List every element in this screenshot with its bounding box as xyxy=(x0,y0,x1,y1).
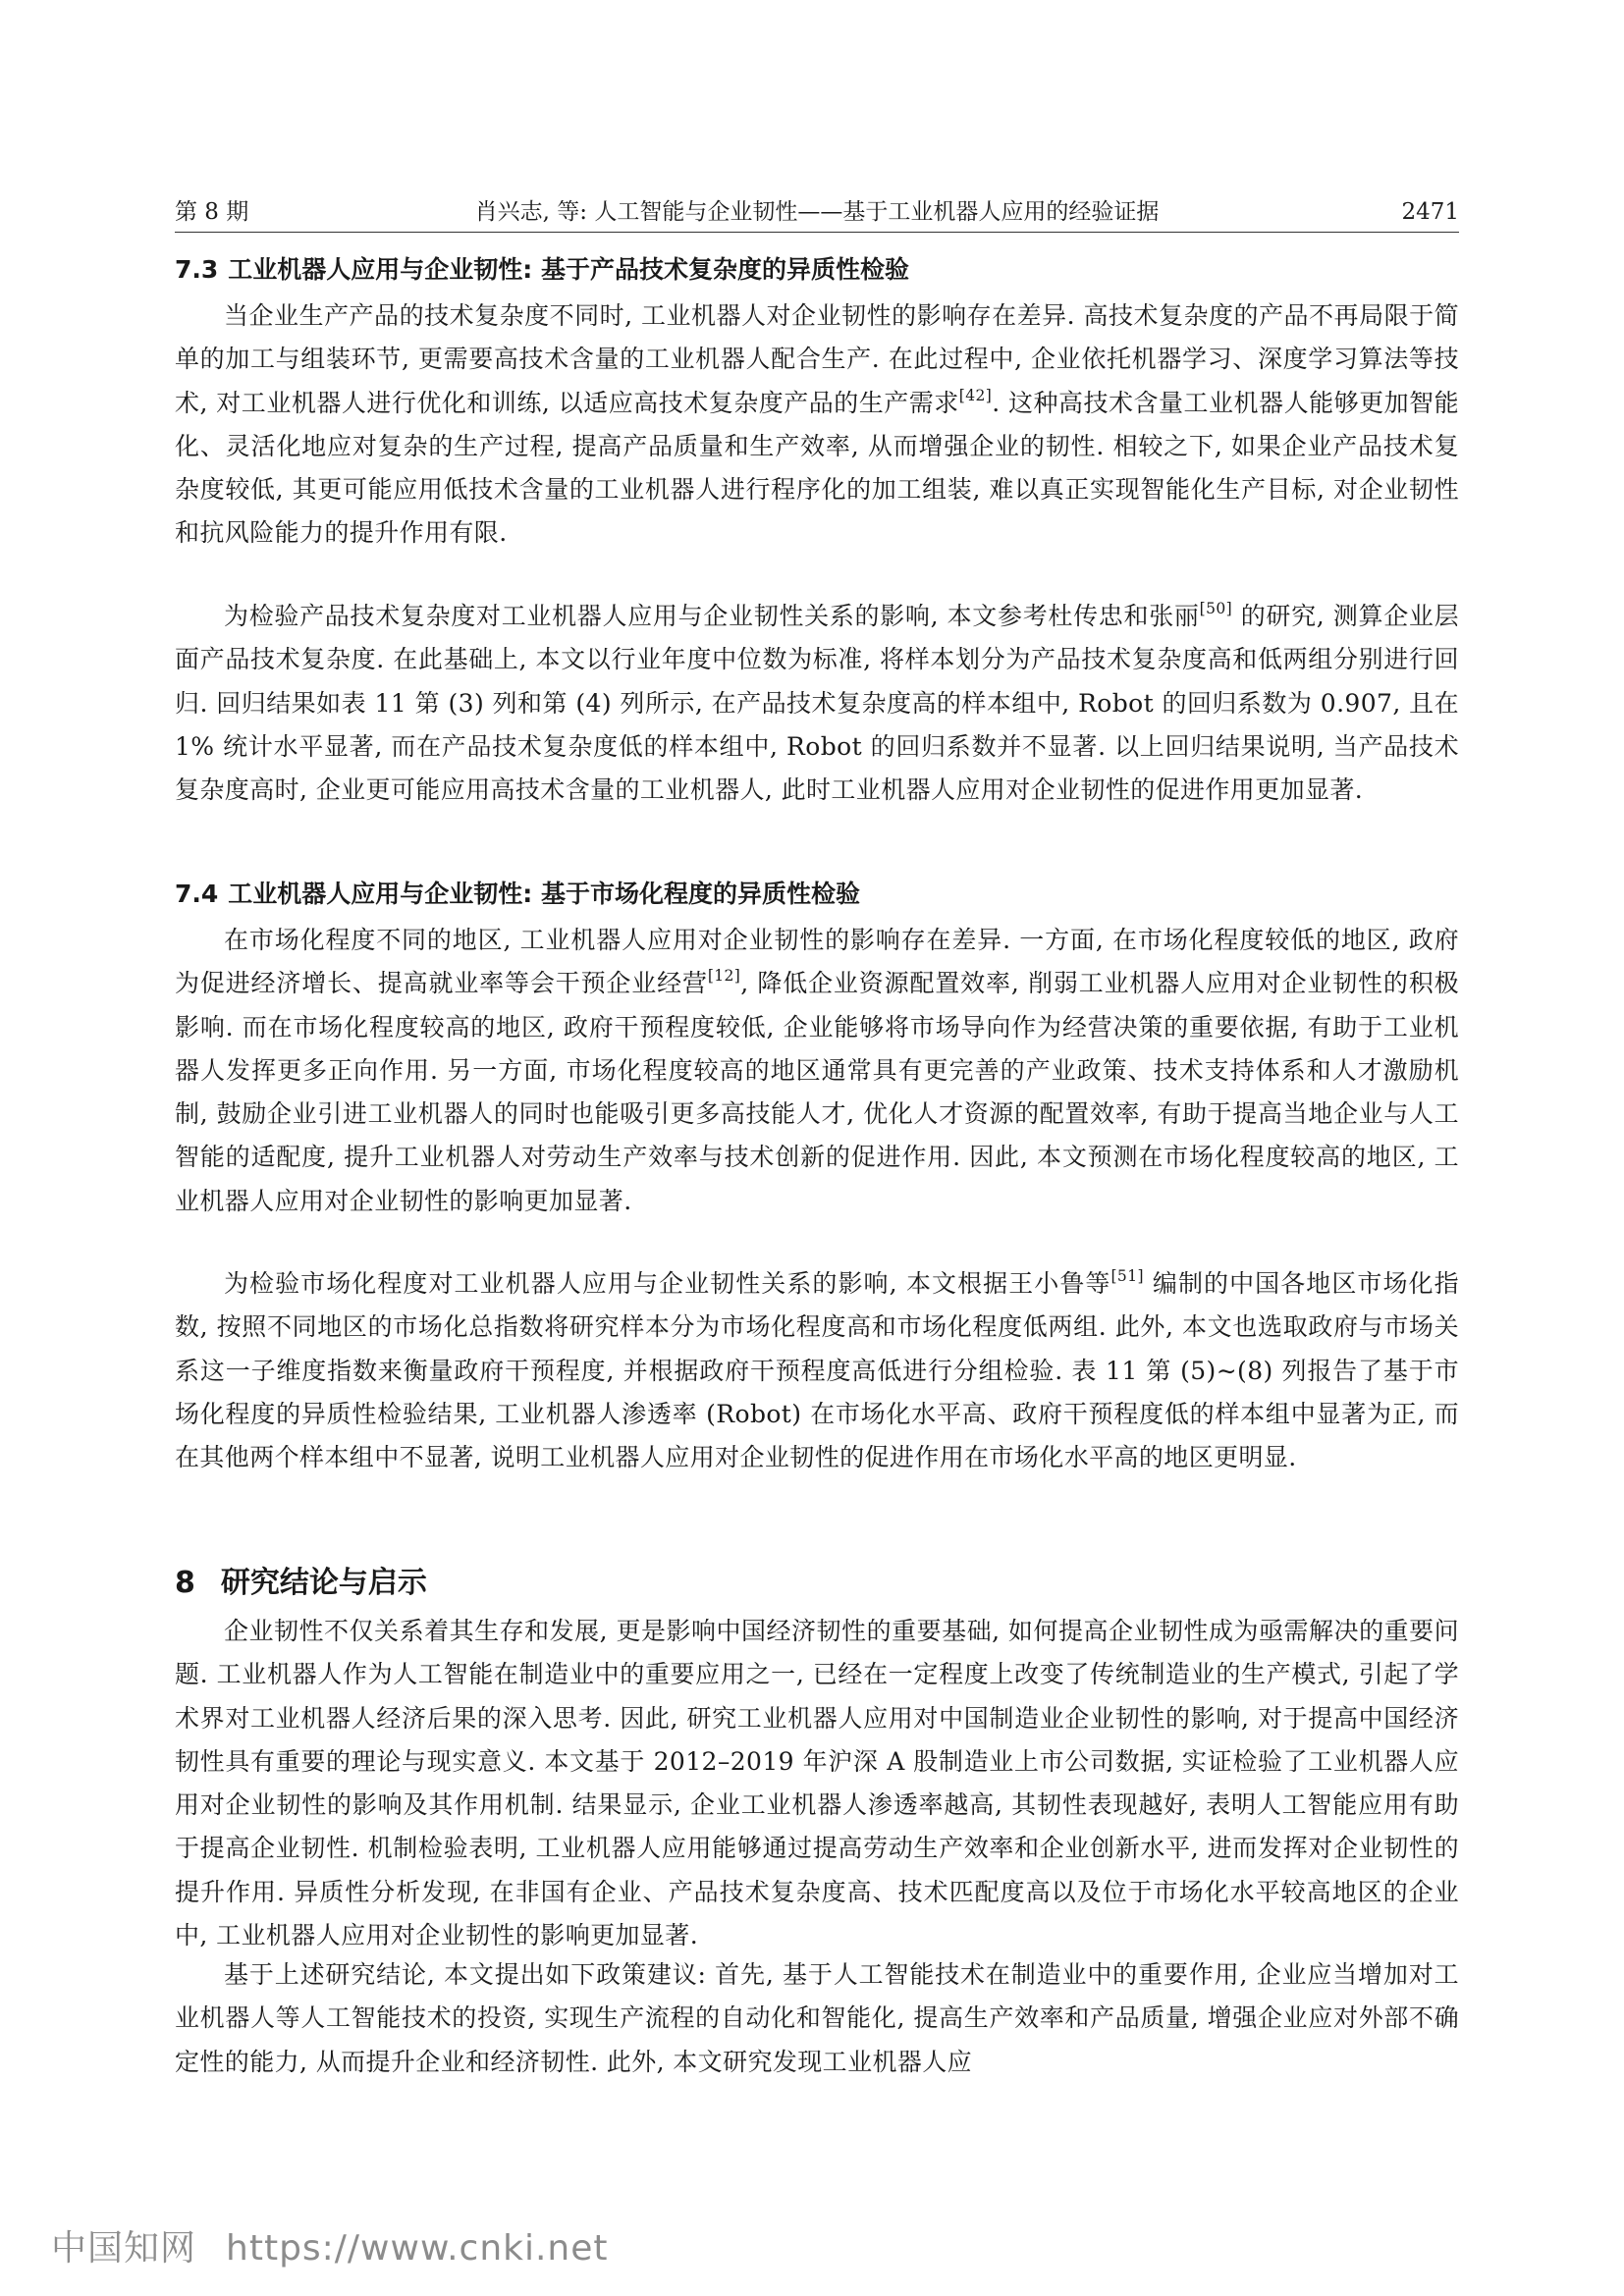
cnki-watermark xyxy=(51,2220,609,2270)
section-number: 7.4 xyxy=(175,880,219,908)
page-number: 2471 xyxy=(1401,199,1459,225)
paragraph-text: 为检验产品技术复杂度对工业机器人应用与企业韧性关系的影响, 本文参考杜传忠和张丽 xyxy=(224,602,1200,630)
running-head xyxy=(175,192,1459,233)
running-title: 肖兴志, 等: 人工智能与企业韧性——基于工业机器人应用的经验证据 xyxy=(474,199,1160,225)
paragraph-text: 当企业生产产品的技术复杂度不同时, 工业机器人对企业韧性的影响存在差异. 高技术复杂度的产品不再局限于简单的加工与组装环节, 更需要高技术含量的工业机器人配合生产. 在此过程中, 企业依托机器学习、深度学习算法等技术, 对工业机器人进行优化和训练, 以适应高技术复杂度产品的生产需求 xyxy=(175,301,1459,417)
section-7-3-heading xyxy=(175,247,909,293)
citation-ref[interactable]: [50] xyxy=(1199,600,1233,618)
section-title: 研究结论与启示 xyxy=(220,1566,427,1600)
watermark-url[interactable]: https://www.cnki.net xyxy=(226,2228,609,2269)
citation-ref[interactable]: [42] xyxy=(958,386,993,404)
body-paragraph: 基于上述研究结论, 本文提出如下政策建议: 首先, 基于人工智能技术在制造业中的重要作用, 企业应当增加对工业机器人等人工智能技术的投资, 实现生产流程的自动化和智能化, 提高生产效率和产品质量, 增强企业应对外部不确定性的能力, 从而提升企业和经济韧性. 此外, 本文研究发现工业机器人应 xyxy=(175,1960,1459,2076)
section-title: 工业机器人应用与企业韧性: 基于市场化程度的异质性检验 xyxy=(228,880,861,908)
body-paragraph xyxy=(175,294,1459,556)
citation-ref[interactable]: [12] xyxy=(707,967,741,986)
paragraph-text: 的研究, 测算企业层面产品技术复杂度. 在此基础上, 本文以行业年度中位数为标准, 将样本划分为产品技术复杂度高和低两组分别进行回归. 回归结果如表 11 第 (3) 列和第 (4) 列所示, 在产品技术复杂度高的样本组中, Robot 的回归系数为 0.907, 且在 1% 统计水平显著, 而在产品技术复杂度低的样本组中, Robot 的回归系数并不显著. 以上回归结果说明, 当产品技术复杂度高时, 企业更可能应用高技术含量的工业机器人, 此时工业机器人应用对企业韧性的促进作用更加显著. xyxy=(175,602,1459,805)
paragraph-text: , 降低企业资源配置效率, 削弱工业机器人应用对企业韧性的积极影响. 而在市场化程度较高的地区, 政府干预程度较低, 企业能够将市场导向作为经营决策的重要依据, 有助于工业机器人发挥更多正向作用. 另一方面, 市场化程度较高的地区通常具有更完善的产业政策、技术支持体系和人才激励机制, 鼓励企业引进工业机器人的同时也能吸引更多高技能人才, 优化人才资源的配置效率, 有助于提高当地企业与人工智能的适配度, 提升工业机器人对劳动生产效率与技术创新的促进作用. 因此, 本文预测在市场化程度较高的地区, 工业机器人应用对企业韧性的影响更加显著. xyxy=(175,969,1459,1215)
paragraph-text: 编制的中国各地区市场化指数, 按照不同地区的市场化总指数将研究样本分为市场化程度高和市场化程度低两组. 此外, 本文也选取政府与市场关系这一子维度指数来衡量政府干预程度, 并根据政府干预程度高低进行分组检验. 表 11 第 (5)∼(8) 列报告了基于市场化程度的异质性检验结果, 工业机器人渗透率 (Robot) 在市场化水平高、政府干预程度低的样本组中显著为正, 而在其他两个样本组中不显著, 说明工业机器人应用对企业韧性的促进作用在市场化水平高的地区更明显. xyxy=(175,1269,1460,1472)
body-paragraph xyxy=(175,1262,1459,1479)
body-paragraph xyxy=(175,595,1459,812)
paragraph-text: 在市场化程度不同的地区, 工业机器人应用对企业韧性的影响存在差异. 一方面, 在市场化程度较低的地区, 政府为促进经济增长、提高就业率等会干预企业经营 xyxy=(175,926,1459,998)
watermark-brand: 中国知网 xyxy=(51,2228,197,2269)
paragraph-text: 为检验市场化程度对工业机器人应用与企业韧性关系的影响, 本文根据王小鲁等 xyxy=(224,1269,1111,1298)
body-paragraph xyxy=(175,919,1459,1223)
paragraph-text: . 这种高技术含量工业机器人能够更加智能化、灵活化地应对复杂的生产过程, 提高产品质量和生产效率, 从而增强企业的韧性. 相较之下, 如果企业产品技术复杂度较低, 其更可能应用低技术含量的工业机器人进行程序化的加工组装, 难以真正实现智能化生产目标, 对企业韧性和抗风险能力的提升作用有限. xyxy=(175,388,1459,548)
section-7-4-heading xyxy=(175,872,860,917)
section-number: 7.3 xyxy=(175,255,219,284)
issue-label: 第 8 期 xyxy=(175,199,249,225)
section-number: 8 xyxy=(175,1566,195,1600)
section-title: 工业机器人应用与企业韧性: 基于产品技术复杂度的异质性检验 xyxy=(228,255,910,284)
body-paragraph: 企业韧性不仅关系着其生存和发展, 更是影响中国经济韧性的重要基础, 如何提高企业韧性成为亟需解决的重要问题. 工业机器人作为人工智能在制造业中的重要应用之一, 已经在一定程度上改变了传统制造业的生产模式, 引起了学术界对工业机器人经济后果的深入思考. 因此, 研究工业机器人应用对中国制造业企业韧性的影响, 对于提高中国经济韧性具有重要的理论与现实意义. 本文基于 2012–2019 年沪深 A 股制造业上市公司数据, 实证检验了工业机器人应用对企业韧性的影响及其作用机制. 结果显示, 企业工业机器人渗透率越高, 其韧性表现越好, 表明人工智能应用有助于提高企业韧性. 机制检验表明, 工业机器人应用能够通过提高劳动生产效率和企业创新水平, 进而发挥对企业韧性的提升作用. 异质性分析发现, 在非国有企业、产品技术复杂度高、技术匹配度高以及位于市场化水平较高地区的企业中, 工业机器人应用对企业韧性的影响更加显著. xyxy=(175,1617,1459,1950)
paper-page xyxy=(175,192,1460,2076)
section-8-heading xyxy=(175,1559,427,1608)
citation-ref[interactable]: [51] xyxy=(1110,1267,1144,1286)
